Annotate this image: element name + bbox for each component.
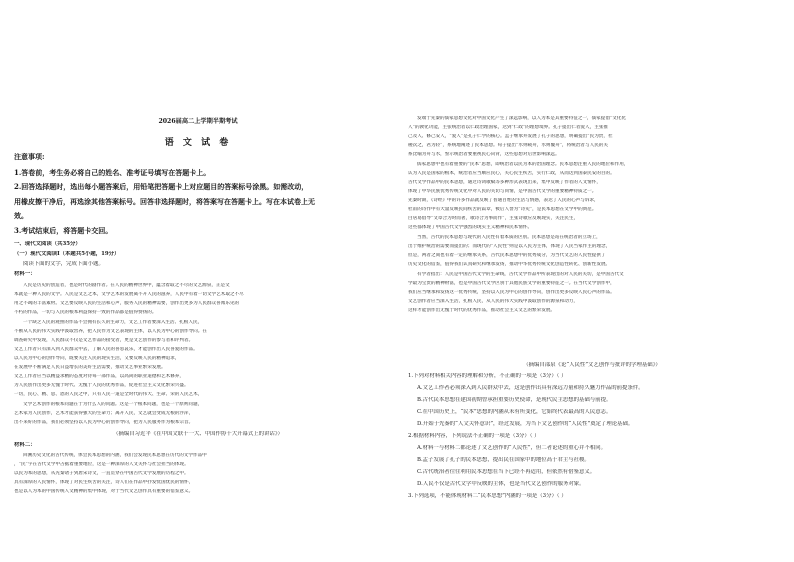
question-2-option: B.孟子发展了孔子的民本思想，提出民在国家中的地位高于君主与社稷。	[417, 457, 590, 463]
material2-line: 回溯历史文化的古代传统，体会民本思想的内涵，我们会发现民本思想在历代的文学作品中	[23, 453, 207, 458]
material1-line: 文艺工作者只有深入到人民群众中去，了解人民的喜怒哀乐，才能创作出人民喜爱的作品。	[14, 347, 198, 352]
right-line: 系比喻为舟与水，警示统治者要重视民心向背，这些思想对后世影响深远。	[408, 152, 560, 157]
material1-line: 人民是历史的创造者，也是时代的剧作者。在人民的精神世界中，蕴含着取之不尽的文艺源泉，正是文	[23, 283, 230, 288]
material1-line: 在发展中不断满足人民日益增长的美好生活需要，推动文艺事业繁荣发展。	[14, 365, 166, 370]
material1-line: 本就是一种人民的文学。人民是文艺之本，文学艺术的发展离不开人民的滋养，人民中有着一切文学艺术取之不尽	[14, 292, 244, 297]
right-line: 杜甫的诗作中有大量反映民间疾苦的篇章，被后人誉为“诗史”，是民本思想在文学中的典范。	[408, 207, 597, 212]
note-item: 1.答卷前，考生务必将自己的姓名、准考证号填写在答题卡上。	[14, 168, 211, 177]
question-3-stem: 3.下列选项，不能体现材料二“民本思想”内涵的一项是（3分）（ ）	[408, 493, 567, 499]
material1-line: 以人民为中心的创作导向，既要关注人民的现实生活，又要反映人民的精神追求，	[14, 356, 180, 361]
material1-line: 不断从人民的伟大实践中汲取营养，把人民作为文艺表现的主体，以人民为中心的创作导向。在	[14, 329, 207, 334]
material1-line: 文艺工作者应当以精益求精的态度对待每一部作品，以高尚的职业道德和艺术修养，	[14, 374, 184, 379]
section-instruction: 阅读下面的文字，完成下面小题。	[23, 261, 104, 267]
material1-line: 一个缺乏人民的观照的作品不会拥有长久的生命力，文艺工作者要深入生活、扎根人民，	[23, 320, 203, 325]
material1-line: 不朽的作品，一切与人民的根本利益保持一致的作品都是值得赞扬的。	[14, 310, 157, 315]
right-line: 白居易倡导“文章合为时而著，歌诗合为事而作”，主张诗歌应反映现实，关注民生，	[408, 216, 579, 221]
material1-line: 文学艺术创作的根本问题在于为什么人的问题。这是一个根本问题，也是一个原则问题，	[23, 402, 203, 407]
note-item: 用橡皮擦干净后，再选涂其他答案标号。回答非选择题时，将答案写在答题卡上。写在本试卷上无	[14, 197, 315, 206]
question-2-option: D.人民不仅是古代文学中反映的主体，也是当代文艺创作的服务对象。	[417, 481, 585, 487]
material1-line: 一切，民心、精、思、恩的人民之中，只有人民一道是全时代的伟大、生命、荣的人民艺术，	[14, 392, 203, 397]
notes-title: 注意事项:	[14, 152, 45, 161]
material2-label: 材料二：	[14, 442, 36, 448]
material1-line: 调查研究中发现，人民群众不仅是文艺作品的接受者，更是文艺创作的参与者和评判者。	[14, 338, 194, 343]
right-line: 这些都体现了中国古代文学强烈的现实主义精神和民本情怀。	[408, 225, 533, 230]
right-line: 发端于先秦的儒家思想文化对中国文化产生了深远影响，以人为本是其重要特征之一，儒家提倡“文化化	[417, 116, 627, 121]
material2-line: 也是以人为本的中国传统人文精神的集中体现，对于当代文艺创作具有重要的借鉴意义。	[14, 489, 194, 494]
exam-title: 2026届高二上学期半期考试	[158, 118, 238, 125]
right-line: 学最为宝贵的精神财富，也是中国古代文学区别于其他民族文学的重要特征之一。在当代文学创作中，	[408, 281, 615, 286]
note-item: 3.考试结束后，将答题卡交回。	[14, 226, 113, 235]
material3-source: （摘编自邵泉《论“人民性”文艺创作与批评的学理基础》）	[523, 362, 661, 368]
question-2-option: A.材料一与材料二都论述了文艺创作的“人民性”，但二者论述的重心并不相同。	[417, 445, 607, 451]
right-line: 文艺创作者应当深入生活，扎根人民，从人民的伟大实践中汲取创作的源泉和动力，	[408, 299, 578, 304]
right-line: 历史文化的借鉴，值得我们认真研究和继承发扬，推动中华优秀传统文化创造性转化、创新性发展。	[408, 262, 611, 267]
material1-line: 用之不竭的丰富素材。文艺要反映人民的生活和心声，服务人民的精神需要，创作出更多为人民群众喜闻乐见的	[14, 301, 240, 306]
question-2-stem: 2.根据材料内容，下列说法不正确的一项是（3分）（ ）	[408, 433, 540, 439]
material2-line: 以民为本的思想，从先秦诸子到唐宋诗文，一直贯穿在中国古代文学发展的历程之中。	[14, 471, 189, 476]
right-line: 当然，古代的民本思想与现代的人民性有着本质的区别。民本思想是站在统治者的立场上，	[417, 235, 601, 240]
material1-source: （摘编自习近平《在中国文联十一大、中国作协十大开幕式上的讲话》）	[113, 431, 283, 437]
right-line: 出于维护统治的需要而提出的；而现代的“人民性”则是以人民为主体，体现了人民当家作主的理念，	[408, 244, 611, 249]
question-2-option: C.古代统治者往往利用民本思想在当下已经不再适用，但依然有借鉴意义。	[417, 469, 596, 475]
material1-line: 为人民创作出更多无愧于时代、无愧于人民的优秀作品，促进社会主义文化繁荣兴盛。	[14, 383, 189, 388]
question-1-option: D.开始于先秦的“人文关怀意识”，经过发展，为当下文艺创作的“人民性”奠定了理论基础。	[417, 421, 634, 427]
material1-line: 出不来好的作品，我们必须坚持以人民为中心的创作导向，把为人民服务作为根本宗旨。	[14, 420, 194, 425]
right-line: 体现了中华民族优秀传统文化中对人民的关切与同情，是中国古代文学的重要精神特质之一。	[408, 189, 597, 194]
right-line: 有学者指出：人民是中国古代文学的生命线，古代文学作品中所表现出的对人民的关切，是中国古代文	[417, 272, 624, 277]
material1-label: 材料一：	[14, 271, 36, 277]
right-line: 人”的教化功能，主张统治者以仁政治理国家，达到“仁政”的理想境界。孔子提出仁者爱人，主张推	[408, 125, 608, 130]
right-line: 我们应当继承和发扬这一优秀传统，坚持以人民为中心的创作导向，创作出更多反映人民心声的作品。	[408, 290, 615, 295]
question-1-option: A.文艺工作者必须深入到人民群众中去，这是创作出具有深远力量和持久魅力作品的前提条件。	[417, 385, 644, 391]
question-1-option: B.古代民本思想在建国初期曾承担重要历史使命，是现代民主思想的基础与前提。	[417, 397, 612, 403]
note-item: 2.回答选择题时，选出每小题答案后，用铅笔把答题卡上对应题目的答案标号涂黑。如需改动，	[14, 182, 309, 191]
material2-line: 具有深厚的人民情怀，体现了对民生疾苦的关注，诗人们在作品中抒发忧国忧民的情怀，	[14, 480, 194, 485]
subject-title: 语 文 试 卷	[164, 138, 232, 148]
right-line: 稷次之，君为轻”，系统地阐述了民本思想。荀子提出“水则载舟，水则覆舟”，将统治者与人民的关	[408, 143, 608, 148]
material2-line: ，“民”字在古代文学中占据着重要地位，这是一种深厚的人文关怀与社会担当的体现。	[14, 462, 189, 467]
right-line: 认为人民是国家的根本，统治者应当顺应民心，关心民生疾苦，实行仁政，从而达到国泰民安的目的。	[408, 171, 615, 176]
right-line: 古代文学作品中的民本思想，通过诗词歌赋等多种形式表现出来，集中反映了作者的人文情怀，	[408, 180, 601, 185]
right-line: 这样才能创作出无愧于时代的优秀作品，推动社会主义文艺的繁荣发展。	[408, 308, 556, 313]
right-line: 先秦时期，《诗经》中的许多作品就反映了普通百姓的生活与情感，表达了人民的心声与诉求，	[408, 198, 599, 203]
question-1-option: C.在中国历史上，“民本”思想的内涵从未有所变化，它始终代表最高的人民意志。	[417, 409, 612, 415]
section-title: 一、现代文阅读（共35分）	[14, 241, 81, 247]
section-subtitle: （一）现代文阅读Ⅰ（本题共5小题，19分）	[14, 251, 120, 257]
right-line: 己及人、修己安人，“爱人”是孔子仁学的核心。孟子继承并发展了孔子的思想，明确提出“民为贵，社	[408, 134, 613, 139]
right-line: 儒家思想中也有着重要的“民本”思想，即统治者以民为本的治国理念。民本思想注重人民的地位和作用，	[417, 162, 629, 167]
material1-line: 艺术家为人民创作，艺术才能获得强大的生命力；离开人民，文艺就会变成无根的浮萍，	[14, 411, 194, 416]
right-line: 但是，两者之间也有着一定的继承关系，古代民本思想中的优秀成分，为当代文艺的人民性提供了	[408, 253, 606, 258]
note-item: 效。	[14, 211, 28, 220]
question-1-stem: 1.下列对材料相关内容的理解和分析，不正确的一项是（3分）（ ）	[408, 373, 567, 379]
